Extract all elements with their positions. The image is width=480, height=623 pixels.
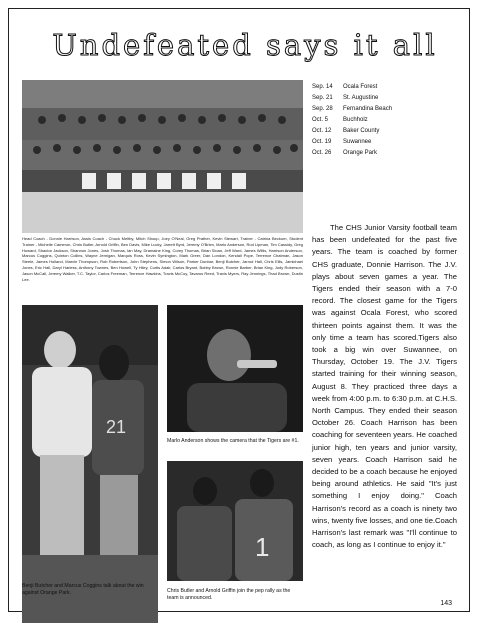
players-talking-photo: [22, 305, 158, 623]
player-number-one-photo: [167, 305, 303, 432]
schedule-opponent: Buchholz: [343, 117, 368, 123]
schedule-date: Oct. 26: [312, 150, 332, 156]
schedule-date: Sep. 21: [312, 95, 333, 101]
schedule-date: Oct. 5: [312, 117, 329, 123]
caption-player-number-one: Marlo Anderson shows the camera that the Tigers are #1.: [167, 438, 299, 444]
schedule-opponent: Baker County: [343, 128, 380, 134]
page-title: Undefeated says it all: [52, 28, 438, 62]
players-talking-illustration: [22, 305, 158, 623]
team-photo: [22, 80, 303, 233]
page-number: 143: [440, 600, 452, 607]
team-photo-illustration: [22, 80, 303, 233]
player-number-one-illustration: [167, 305, 303, 432]
schedule-row: [312, 148, 452, 159]
pep-rally-photo: [167, 461, 303, 581]
schedule-row: [312, 104, 452, 115]
svg-text:21: 21: [106, 417, 127, 437]
game-schedule: [312, 82, 452, 159]
schedule-opponent: Fernandina Beach: [343, 106, 393, 112]
article-body: The CHS Junior Varsity football team has been undefeated for the past five years. The team is coached by former CHS graduate, Donnie Harrison. The J.V. plays about seven games a year. The Tigers ended their season with a 7-0 record. The closest game for the Tigers was against Ocala Forest, who scored thirteen points against them. It was the only time a team has scored.Tigers also took a big win over Suwannee, on Thursday, October 19. The J.V. Tigers started training for their winning season, August 8. They practiced three days a week from 4:00 p.m. to 6:30 p.m. at C.H.S. North Campus. They ended their season October 26. Coach Harrison has been coaching for seventeen years. He coached junior high, ten years and junior varsity, seven years. Coach Harrison said he decided to be a coach because he enjoyed being around athletics. He said "It's just something I enjoy doing." Coach Harrison's record as a coach is ninety two wins, twenty five losses, and one tie.Coach Harrison's last remark was "I'll continue to coach, as long as I continue to enjoy it.": [312, 223, 457, 550]
schedule-row: [312, 82, 452, 93]
schedule-row: [312, 137, 452, 148]
schedule-row: [312, 93, 452, 104]
schedule-row: [312, 115, 452, 126]
schedule-opponent: Orange Park: [343, 150, 378, 156]
schedule-date: Oct. 12: [312, 128, 332, 134]
schedule-opponent: St. Augustine: [343, 95, 379, 101]
pep-rally-illustration: [167, 461, 303, 581]
caption-pep-rally: Chris Butler and Arnold Griffin join the pep rally as the team is announced.: [167, 588, 291, 601]
roster-caption: Head Coach - Donnie Harrison, Assis Coach - Chuck Meltby, Mitch Shoup, Joey O'Neal, Greg Prather, Kevin Stewart, Trainer - Catrina Beckum, Student Trainer - Michelle Cameron, Chris Butler, Arnold Griffin, Ben Davis, Mike Lucky, Jarrett Byrd, Jeremy O'Brien, Marlo Anderson, Rod Lipman, Tim Cassidy, Greg Howard, Shadon Jackson, Shannon Jones, Josh Thomas, Ian May, Dramaine King, Corey Thomas, Brian Sloan, Jeff Ward, James Willis, Harrison Anderson, Marcus Coggins, Quinton Collins, Wayne Jernigan, Marquis Ross, Kevin Symington, Mark Greer, Dan London, Kendall Pope, Terrence Chatman, Jason Steele, James Holland, Marvin Thompson, Rob Robertson, John Stephens, Simon Wilson, Parker Dunbar, Benji Butcher, Jarrod Hall, Chris Ellis, Jamichael Jones, Eric Hall, Daryl Harless, Anthony Townes, Ben Howell, Ty Hiley, Curtis Adair, Carlos Bryant, Bobby Brown, Ronnie Barber, Brian King, Jody Roberson, Jason McCall, Jeremy Walker, T.C. Taylor, Carlos Freeman, Terrence Hawkins, Travis McCoy, Tavarus Reed, Travis Myers, Ray Jennings, Thad Brown, Dustin Lee.: [22, 236, 303, 282]
schedule-opponent: Suwannee: [343, 139, 372, 145]
schedule-row: [312, 126, 452, 137]
schedule-opponent: Ocala Forest: [343, 84, 378, 90]
svg-text:1: 1: [255, 532, 270, 562]
schedule-date: Oct. 19: [312, 139, 332, 145]
schedule-date: Sep. 14: [312, 84, 333, 90]
caption-players-talking: Benji Butcher and Marcus Coggins talk about the win against Orange Park.: [22, 583, 144, 596]
schedule-date: Sep. 28: [312, 106, 333, 112]
